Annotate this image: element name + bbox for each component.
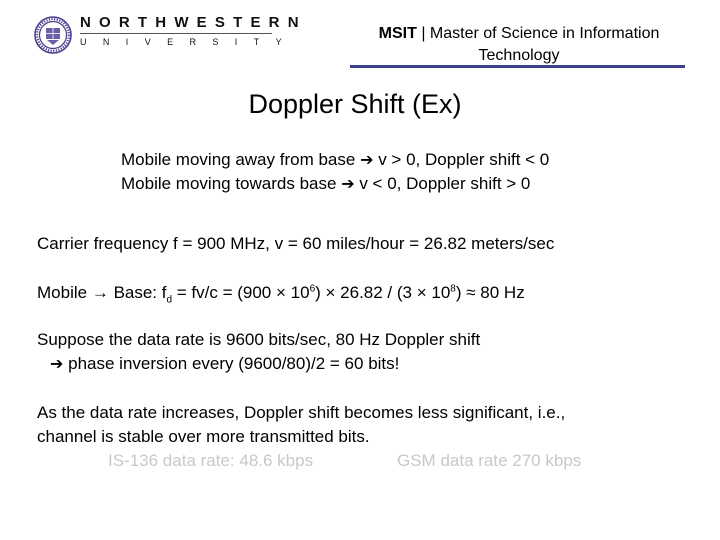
northwestern-seal-icon (34, 16, 72, 54)
away-result: v > 0, Doppler shift < 0 (378, 150, 550, 169)
is136-rate: IS-136 data rate: 48.6 kbps (108, 451, 314, 470)
formula-exp2: 8 (450, 283, 456, 295)
formula-prefix: Mobile (37, 283, 88, 302)
logo-wordmark-bottom: UNIVERSITY (80, 37, 299, 47)
suppose-text: phase inversion every (9600/80)/2 = 60 bits! (68, 354, 400, 373)
formula-line (37, 283, 525, 305)
header-accent-bar (350, 65, 685, 68)
header-separator: | (421, 25, 426, 42)
formula-eq2: ) × 26.82 / (3 × 10 (315, 283, 451, 302)
program-header (350, 23, 688, 67)
formula-eq3: ) ≈ 80 Hz (455, 283, 525, 302)
away-line (121, 150, 549, 170)
towards-line (121, 174, 530, 194)
formula-eq1: = fv/c = (900 × 10 (172, 283, 310, 302)
towards-text: Mobile moving towards base (121, 174, 337, 193)
suppose-line-1: Suppose the data rate is 9600 bits/sec, 80 Hz Doppler shift (37, 330, 481, 349)
program-name: Master of Science in Information Technology (429, 25, 660, 64)
slide-title: Doppler Shift (Ex) (248, 89, 462, 119)
logo-divider (80, 33, 272, 34)
suppose-arrow-icon: ➔ (50, 356, 64, 373)
suppose-line-2 (50, 354, 399, 374)
formula-arrow-icon: → (91, 283, 109, 302)
towards-arrow-icon: ➔ (341, 176, 355, 193)
logo-wordmark-top: NORTHWESTERN (80, 14, 307, 31)
away-text: Mobile moving away from base (121, 150, 356, 169)
away-arrow-icon: ➔ (360, 152, 374, 169)
program-abbrev: MSIT (378, 25, 417, 42)
conclusion-line-2: channel is stable over more transmitted bits. (37, 427, 370, 446)
carrier-line: Carrier frequency f = 900 MHz, v = 60 miles/hour = 26.82 meters/sec (37, 234, 555, 253)
formula-base: Base: f (113, 283, 167, 302)
conclusion-line-1: As the data rate increases, Doppler shift becomes less significant, i.e., (37, 403, 566, 422)
formula-exp1: 6 (309, 283, 316, 295)
gsm-rate: GSM data rate 270 kbps (397, 451, 582, 470)
formula-subscript: d (166, 294, 173, 306)
towards-result: v < 0, Doppler shift > 0 (359, 174, 531, 193)
